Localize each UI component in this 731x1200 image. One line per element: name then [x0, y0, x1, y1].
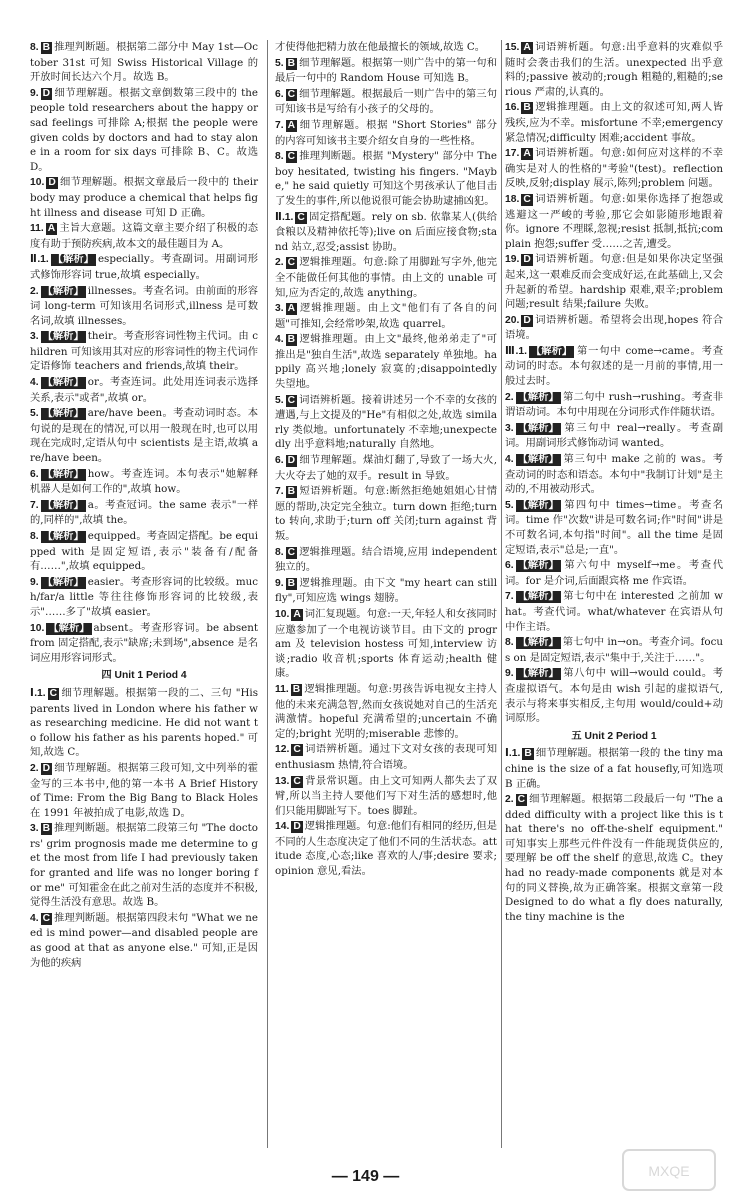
answer-item — [30, 821, 258, 910]
answer-item — [505, 100, 723, 145]
answer-item — [505, 635, 723, 665]
answer-badge: B — [42, 823, 51, 835]
question-number: 7. — [30, 499, 39, 511]
answer-item — [30, 761, 258, 820]
question-number: 5. — [30, 408, 39, 420]
explanation-text: 词语辨析题。句意:但是如果你决定坚强起来,这一艰难反而会变成好运,在此基础上,又会升起新的希望。hardship 艰难,艰辛;problem 问题;result 结果;failure 失败。 — [505, 253, 723, 311]
answer-badge: 【解析】 — [52, 254, 94, 266]
explanation-text: 词语辨析题。句意:如何应对这样的不幸确实是对人的性格的"考验"(test)。reflection 反映,反射;display 展示,陈列;problem 问题。 — [505, 147, 723, 190]
answer-badge: B — [287, 486, 296, 498]
answer-item — [275, 332, 497, 391]
question-number: 11. — [30, 223, 44, 235]
answer-badge: 【解析】 — [42, 377, 84, 389]
explanation-text: 细节理解题。根据第一段的 the tiny machine is the size of a fat housefly,可知选项 B 正确。 — [505, 747, 724, 790]
explanation-text: 细节理解题。根据最后一则广告中的第三句可知该书是写给有小孩子的父母的。 — [275, 87, 497, 116]
explanation-text: especially。考查副词。用副词形式修饰形容词 true,故填 especially。 — [30, 253, 259, 281]
question-number: 2. — [505, 391, 514, 403]
explanation-text: 词语辨析题。希望将会出现,hopes 符合语境。 — [505, 313, 723, 342]
answer-badge: D — [48, 177, 56, 189]
answer-badge: 【解析】 — [42, 331, 84, 343]
answer-badge: C — [287, 151, 296, 163]
answer-item — [30, 911, 258, 970]
answer-item — [275, 40, 497, 55]
answer-item — [505, 192, 723, 251]
answer-badge: D — [42, 87, 51, 99]
answer-item — [275, 453, 497, 483]
answer-item — [505, 746, 723, 791]
answer-item — [30, 529, 258, 574]
question-number: 6. — [505, 560, 514, 572]
question-number: 8. — [30, 42, 39, 53]
question-number: 4. — [505, 454, 514, 466]
right-column — [505, 40, 723, 925]
explanation-text: 逻辑推理题。句意:男孩告诉电视女主持人他的未来充满急智,然而女孩说她对自己的生活充满激情。hopeful 充满希望的;uncertain 不确定的;bright 光明的;miserable 悲惨的。 — [275, 682, 497, 740]
answer-badge: 【解析】 — [42, 499, 84, 511]
question-number: 5. — [275, 57, 284, 69]
question-number: 5. — [275, 394, 284, 406]
question-number: 8. — [275, 151, 284, 163]
answer-badge: A — [523, 42, 531, 53]
answer-badge: D — [287, 455, 296, 467]
answer-badge: C — [523, 193, 531, 205]
answer-badge: C — [297, 211, 305, 223]
answer-badge: B — [523, 102, 531, 114]
explanation-text: 第八句中 will→would could。考查虚拟语气。本句是由 wish 引起的虚拟语气,表示与将来事实相反,主句用 would/could+动词原形。 — [505, 667, 723, 725]
explanation-text: 推理判断题。根据第二部分中 May 1st—October 31st 可知 Swiss Historical Village 的开放时间长达六个月。故选 B。 — [30, 41, 258, 84]
answer-item — [30, 467, 258, 497]
answer-item — [505, 452, 723, 497]
answer-badge: 【解析】 — [517, 499, 559, 511]
explanation-text: 推理判断题。根据第二段第三句 "The doctors' grim prognosis made me determine to get the most from life I had previously taken for granted and life was no longer boring for me" 可知霍金在此之前对生活的态度并不积极,觉得生活没有意思。故选 B。 — [30, 822, 258, 909]
explanation-text: 推理判断题。根据第四段末句 "What we need is mind power—and disabled people are as good at that as anyone else." 可知,正是因为他的疾病 — [30, 911, 258, 969]
explanation-text: 主旨大意题。这篇文章主要介绍了积极的态度有助于预防疾病,故本文的最佳题目为 A。 — [30, 222, 258, 250]
question-number: 12. — [275, 744, 290, 756]
answer-badge: 【解析】 — [42, 468, 84, 480]
answer-badge: 【解析】 — [517, 637, 559, 649]
answer-badge: 【解析】 — [517, 422, 559, 434]
question-number: 19. — [505, 254, 520, 266]
answer-item — [275, 210, 497, 255]
answer-badge: A — [523, 148, 531, 160]
question-number: 17. — [505, 148, 520, 160]
svg-text:MXQE: MXQE — [648, 1163, 690, 1179]
explanation-text: 才使得他把精力放在他最擅长的领域,故选 C。 — [275, 41, 486, 53]
answer-item — [505, 252, 723, 311]
answer-badge: C — [42, 912, 51, 924]
explanation-text: 细节理解题。根据文章倒数第三段中的 the people told researchers about the happy or sad feelings 可排除 A;根据 the people were given colds by doctors and had to stay alone in a room for six days 可排除 B、C。故选 D。 — [30, 86, 258, 173]
explanation-text: 细节理解题。根据文章最后一段中的 their body may produce a chemical that helps fight illness and disease 可知 D 正确。 — [30, 176, 258, 219]
explanation-text: 词语辨析题。句意:出乎意料的灾难似乎随时会袭击我们的生活。unexpected 出乎意料的;passive 被动的;rough 粗糙的,粗糙的;serious 严肃的,认真的。 — [505, 41, 723, 98]
explanation-text: 逻辑推理题。由上文的叙述可知,两人皆残疾,应为不幸。misfortune 不幸;emergency 紧急情况;difficulty 困难;accident 事故。 — [505, 101, 723, 144]
explanation-text: or。考查连词。此处用连词表示选择关系,表示"或者",故填 or。 — [30, 376, 258, 404]
answer-badge: B — [524, 748, 532, 760]
answer-badge: B — [287, 57, 296, 69]
answer-badge: D — [42, 762, 51, 774]
page-number: — 149 — — [331, 1168, 400, 1185]
answer-item — [505, 390, 723, 420]
explanation-text: 逻辑推理题。由上文"他们有了各自的问题"可推知,会经常吵架,故选 quarrel。 — [275, 302, 497, 330]
answer-badge: B — [287, 577, 296, 589]
answer-item — [275, 118, 497, 148]
answer-item — [275, 56, 497, 86]
watermark-logo-icon — [621, 1148, 717, 1192]
answer-item — [505, 313, 723, 343]
answer-badge: B — [287, 334, 296, 346]
question-number: 3. — [505, 422, 514, 434]
question-number: 10. — [275, 608, 290, 620]
explanation-text: how。考查连词。本句表示"她解释机器人是如何工作的",故填 how。 — [30, 467, 258, 496]
answer-item — [275, 819, 497, 878]
explanation-text: 固定搭配题。rely on sb. 依靠某人(供给食粮以及精神依托等);live on 后面应接食物;stand 站立,忍受;assist 协助。 — [275, 210, 497, 253]
explanation-text: 逻辑推理题。句意:除了用脚趾写字外,他完全不能做任何其他的事情。由上文的 unable 可知,应为否定的,故选 anything。 — [275, 256, 497, 299]
answer-item — [505, 792, 723, 924]
answer-item — [275, 545, 497, 575]
question-number: 10. — [30, 622, 45, 634]
answer-badge: C — [287, 257, 296, 269]
answer-item — [30, 575, 258, 620]
answer-badge: A — [47, 223, 56, 235]
question-number: 2. — [30, 285, 39, 297]
explanation-text: illnesses。考查名词。由前面的形容词 long-term 可知该用名词形式,illness 是可数名词,故填 illnesses。 — [30, 284, 258, 327]
answer-badge: D — [293, 821, 301, 833]
question-number: 9. — [275, 577, 284, 589]
answer-item — [30, 86, 258, 175]
answer-item — [30, 498, 258, 528]
section-heading: 五 Unit 2 Period 1 — [571, 730, 657, 742]
question-number: 10. — [30, 177, 45, 189]
question-number: 6. — [30, 468, 39, 480]
explanation-text: easier。考查形容词的比较级。much/far/a little 等往往修饰形容词的比较级,表示"……多了"故填 easier。 — [30, 575, 258, 618]
question-number: 13. — [275, 775, 290, 787]
column-divider — [267, 40, 268, 1148]
question-number: 7. — [505, 591, 514, 603]
answer-item — [505, 589, 723, 634]
explanation-text: 第七句中在 interested 之前加 what。考查代词。what/whatever 在宾语从句中作主语。 — [505, 590, 723, 633]
answer-badge: C — [293, 744, 301, 756]
question-number: 2. — [275, 257, 284, 269]
question-number: 2. — [30, 762, 39, 774]
question-number: 9. — [30, 576, 39, 588]
column-divider — [501, 40, 502, 1148]
question-number: 15. — [505, 42, 520, 53]
answer-item — [505, 40, 723, 99]
answer-item — [30, 375, 258, 405]
question-number: 3. — [275, 303, 284, 315]
question-number: 6. — [275, 88, 284, 100]
answer-item — [275, 393, 497, 452]
answer-item — [275, 742, 497, 772]
question-number: 4. — [30, 377, 39, 389]
question-number: 2. — [505, 794, 514, 806]
answer-item — [275, 255, 497, 300]
answer-badge: C — [287, 394, 296, 406]
answer-badge: C — [49, 687, 58, 699]
explanation-text: 第三句中 real→really。考查副词。用副词形式修饰动词 wanted。 — [505, 421, 723, 450]
section-heading: 四 Unit 1 Period 4 — [101, 670, 187, 682]
question-number: 4. — [275, 334, 284, 346]
answer-item — [275, 682, 497, 741]
answer-item — [275, 149, 497, 208]
answer-badge: C — [287, 546, 296, 558]
answer-item — [30, 40, 258, 85]
answer-item — [30, 175, 258, 220]
explanation-text: 第一句中 come→came。考查动词的时态。本句叙述的是一月前的事情,用一般过去时。 — [505, 344, 723, 388]
question-number: 14. — [275, 821, 290, 833]
answer-item — [505, 666, 723, 725]
explanation-text: 短语辨析题。句意:断然拒绝她姐姐心甘情愿的帮助,决定完全独立。turn down 拒绝;turn to 转向,求助于;turn off 关闭;turn against 背叛。 — [275, 485, 497, 542]
answer-item — [30, 221, 258, 251]
explanation-text: 逻辑推理题。由上文"最终,他弟弟走了"可推出是"独自生活",故选 separately 单独地。happily 高兴地;lonely 寂寞的;disappointedly 失望地。 — [275, 333, 497, 391]
question-number: 11. — [275, 683, 289, 695]
answer-badge: 【解析】 — [42, 531, 84, 542]
middle-column — [275, 40, 497, 880]
explanation-text: 逻辑推理题。结合语境,应用 independent 独立的。 — [275, 545, 497, 574]
answer-item — [275, 774, 497, 819]
explanation-text: 逻辑推理题。由下文 "my heart can still fly",可知应选 wings 翅膀。 — [275, 576, 497, 605]
answer-badge: B — [42, 42, 51, 53]
answer-item — [505, 421, 723, 451]
explanation-text: 词语辨析题。接着讲述另一个不幸的女孩的遭遇,与上文提及的"He"有相似之处,故选 similarly 类似地。unfortunately 不幸地;unexpectedly 出乎意料地;naturally 自然地。 — [275, 393, 497, 451]
answer-badge: C — [293, 775, 301, 787]
explanation-text: 第六句中 myself→me。考查代词。for 是介词,后面跟宾格 me 作宾语。 — [505, 559, 723, 587]
answer-badge: A — [293, 608, 301, 620]
answer-badge: 【解析】 — [48, 622, 90, 634]
explanation-text: equipped。考查固定搭配。be equipped with 是固定短语,表示"装备有/配备有……",故填 equipped。 — [30, 530, 258, 573]
explanation-text: their。考查形容词性物主代词。由 children 可知该用其对应的形容词性的物主代词作定语修饰 teachers and friends,故填 their。 — [30, 330, 258, 373]
question-number: 9. — [505, 668, 514, 680]
explanation-text: 细节理解题。根据第二段最后一句 "The added difficulty with a project like this is that there's no off-the-shelf equipment." 可知事实上那些元件件没有一件能现货供应的,要理解 be off the shelf 的意思,故选 C。they had no ready-made components 就是对本句的同义替换,故为正确答案。根据文章第一段 Designed to do what a fly does naturally, the tiny machine is the — [505, 793, 723, 923]
explanation-text: 细节理解题。根据第一段的二、三句 "His parents lived in London where his father was researching medicine. He did not want to follow his father as his parents hoped." 可知,故选 C。 — [30, 686, 258, 759]
explanation-text: 逻辑推理题。句意:他们有相同的经历,但是不同的人生态度决定了他们不同的生活状态。attitude 态度,心态;like 喜欢的人/事;desire 要求;opinion 意见,看法。 — [275, 820, 497, 878]
answer-item — [30, 686, 258, 760]
answer-badge: B — [292, 683, 301, 695]
answer-badge: 【解析】 — [517, 391, 559, 403]
explanation-text: 词汇复现题。句意:一天,年轻人和女孩同时应邀参加了一个电视访谈节目。由下文的 program 及 television hostess 可知,interview 访谈;radio 收音机;sports 体育运动;health 健康。 — [275, 607, 497, 680]
answer-item — [30, 252, 258, 282]
explanation-text: 背景常识题。由上文可知两人都失去了双臂,所以当主持人要他们写下对生活的感想时,他们只能用脚趾写下。toes 脚趾。 — [275, 774, 497, 817]
explanation-text: 第四句中 times→time。考查名词。time 作"次数"讲是可数名词;作"时间"讲是不可数名词,本句指"时间"。all the time 是固定短语,表示"总是;一直"。 — [505, 498, 723, 556]
explanation-text: 第七句中 in→on。考查介词。focus on 是固定短语,表示"集中于,关注于……"。 — [505, 636, 723, 664]
question-number: 7. — [275, 486, 284, 498]
answer-item — [30, 406, 258, 465]
question-number: 16. — [505, 102, 520, 114]
answer-badge: C — [517, 794, 526, 806]
question-number: Ⅰ.1. — [505, 748, 521, 760]
question-number: 5. — [505, 499, 514, 511]
answer-badge: 【解析】 — [517, 560, 559, 572]
answer-item — [275, 87, 497, 117]
question-number: Ⅰ.1. — [30, 687, 46, 699]
question-number: Ⅱ.1. — [30, 254, 49, 266]
answer-badge: 【解析】 — [42, 285, 84, 297]
answer-badge: D — [523, 254, 531, 266]
answer-badge: C — [287, 88, 296, 100]
explanation-text: a。考查冠词。the same 表示"一样的,同样的",故填 the。 — [30, 498, 258, 527]
answer-badge: 【解析】 — [531, 345, 573, 357]
question-number: 8. — [275, 546, 284, 558]
question-number: 8. — [505, 637, 514, 649]
answer-item — [275, 576, 497, 606]
answer-badge: 【解析】 — [517, 668, 559, 680]
answer-item — [275, 301, 497, 331]
explanation-text: are/have been。考查动词时态。本句说的是现在的情况,可以用一般现在时,也可以用现在完成时,定语从句中 scientists 是主语,故填 are/have been。 — [30, 407, 258, 465]
question-number: Ⅲ.1. — [505, 345, 527, 357]
question-number: 8. — [30, 531, 39, 542]
answer-item — [30, 284, 258, 329]
answer-item — [30, 329, 258, 374]
answer-badge: A — [287, 303, 296, 315]
answer-item — [505, 146, 723, 191]
question-number: 20. — [505, 314, 520, 326]
answer-badge: 【解析】 — [42, 576, 84, 588]
explanation-text: 推理判断题。根据 "Mystery" 部分中 The boy hesitated, twisting his fingers. "Maybe," he said quietly 可知这个男孩承认了他目击了发生的事件,所以他说很可能会协助逮捕凶犯。 — [275, 150, 497, 207]
answer-item — [275, 484, 497, 543]
answer-badge: 【解析】 — [517, 454, 559, 466]
explanation-text: 细节理解题。根据第三段可知,文中列举的霍金写的三本书中,他的第一本书 A Brief History of Time: From the Big Bang to Black Holes 在 1991 年被拍成了电影,故选 D。 — [30, 761, 258, 819]
explanation-text: 第三句中 make 之前的 was。考查动词的时态和语态。本句中"我制订计划"是主动的,不用被动形式。 — [505, 453, 723, 496]
question-number: Ⅱ.1. — [275, 211, 294, 223]
explanation-text: 细节理解题。煤油灯翻了,导致了一场大火,大火夺去了她的双手。result in 导致。 — [275, 454, 497, 482]
question-number: 18. — [505, 193, 520, 205]
question-number: 9. — [30, 87, 39, 99]
explanation-text: 细节理解题。根据 "Short Stories" 部分的内容可知该书主要介绍女自身的一些性格。 — [275, 118, 497, 147]
question-number: 7. — [275, 119, 284, 131]
answer-item — [505, 344, 723, 389]
question-number: 6. — [275, 455, 284, 467]
explanation-text: 词语辨析题。句意:如果你选择了抱怨或逃避这一严峻的考验,那它会如影随形地跟着你。ignore 不理睬,忽视;resist 抵制,抵抗;complain 抱怨;suffer 受……之苦,遭受。 — [505, 192, 723, 250]
answer-badge: 【解析】 — [42, 408, 84, 420]
explanation-text: 词语辨析题。通过下文对女孩的表现可知 enthusiasm 热情,符合语境。 — [275, 743, 497, 771]
question-number: 3. — [30, 823, 39, 835]
explanation-text: 第二句中 rush→rushing。考查非谓语动词。本句中用现在分词形式作伴随状语。 — [505, 390, 723, 419]
question-number: 4. — [30, 912, 39, 924]
answer-item — [275, 607, 497, 681]
answer-item — [505, 498, 723, 557]
explanation-text: absent。考查形容词。be absent from 固定搭配,表示"缺席;未到场",absence 是名词应用形容词形式。 — [30, 621, 258, 664]
answer-badge: A — [287, 119, 296, 131]
answer-badge: D — [523, 314, 531, 326]
question-number: 3. — [30, 331, 39, 343]
answer-badge: 【解析】 — [517, 591, 559, 603]
answer-item — [505, 558, 723, 588]
left-column — [30, 40, 258, 971]
answer-item — [30, 621, 258, 666]
explanation-text: 细节理解题。根据第一则广告中的第一句和最后一句中的 Random House 可知选 B。 — [275, 56, 497, 85]
